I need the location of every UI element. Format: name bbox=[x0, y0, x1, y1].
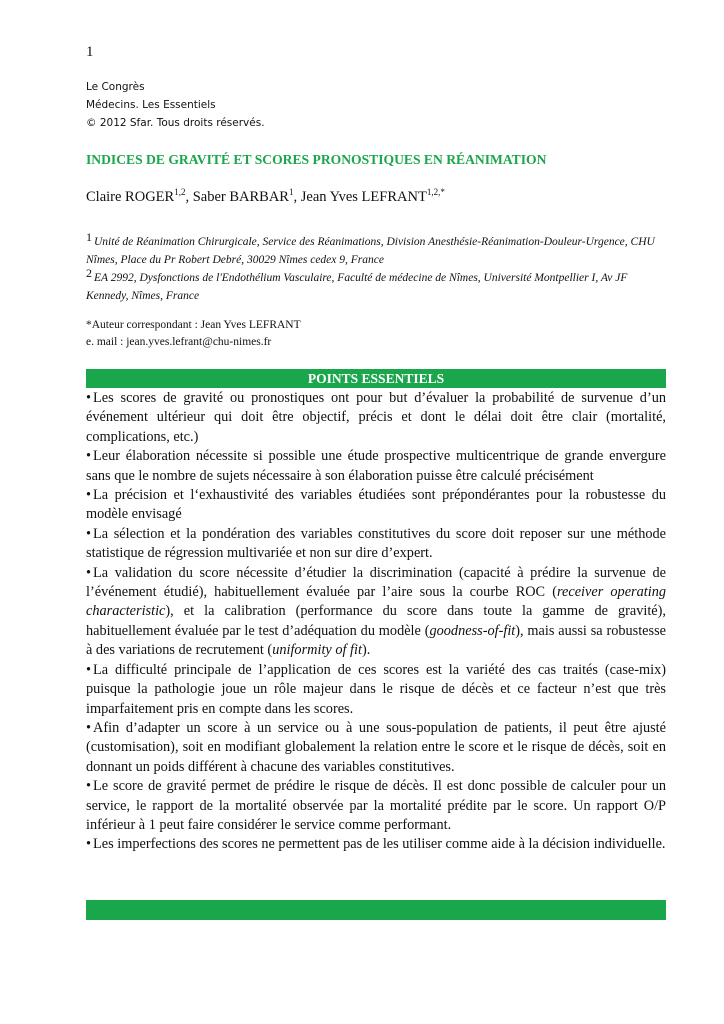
key-point bbox=[86, 525, 666, 564]
key-point bbox=[86, 777, 666, 835]
section-title-bar bbox=[86, 369, 666, 388]
section-title: POINTS ESSENTIELS bbox=[307, 371, 445, 386]
header-line-series: Médecins. Les Essentiels bbox=[86, 99, 216, 111]
correspondence-block bbox=[86, 317, 301, 351]
key-point bbox=[86, 661, 666, 719]
bullet-icon: • bbox=[86, 390, 92, 406]
key-point-text: La difficulté principale de l’application de ces scores est la variété des cas traités (case-mix) puisque la pathologie joue un rôle majeur dans le risque de décès et ce facteur n’est que très imparfaitement pris en compte dans les scores. bbox=[86, 661, 666, 717]
bullet-icon: • bbox=[86, 661, 92, 678]
key-point-text: Le score de gravité permet de prédire le risque de décès. Il est donc possible de calculer pour un service, le rapport de la mortalité observée par la mortalité prédite par le score. Un rapport O/P inférieur à 1 peut faire considérer le service comme performant. bbox=[86, 778, 666, 833]
key-point-text: Afin d’adapter un score à un service ou à une sous-population de patients, il peut être ajusté (customisation), soit en modifiant globalement la relation entre le score et le risque de décès, soit en donnant un poids différent à chacune des variables constitutives. bbox=[86, 719, 666, 775]
affiliation-2 bbox=[86, 264, 666, 305]
corresponding-email: e. mail : jean.yves.lefrant@chu-nimes.fr bbox=[86, 336, 272, 348]
page-number: 1 bbox=[86, 44, 94, 60]
affiliation-number: 2 bbox=[86, 266, 92, 280]
corresponding-author: *Auteur correspondant : Jean Yves LEFRANT bbox=[86, 319, 301, 331]
key-point-emphasis: goodness-of-fit bbox=[429, 622, 516, 639]
article-title: INDICES DE GRAVITÉ ET SCORES PRONOSTIQUES EN RÉANIMATION bbox=[86, 152, 547, 167]
author-separator: , bbox=[185, 189, 193, 205]
key-point-text: La sélection et la pondération des variables constitutives du score doit reposer sur une méthode statistique de régression multivariée et non sur dire d’expert. bbox=[86, 525, 666, 562]
bullet-icon: • bbox=[86, 836, 92, 853]
key-point-text: La précision et l‘exhaustivité des variables étudiées sont prépondérantes pour la robustesse du modèle envisagé bbox=[86, 487, 666, 523]
author-name: Saber BARBAR bbox=[192, 189, 289, 205]
affiliation-text: Unité de Réanimation Chirurgicale, Service des Réanimations, Division Anesthésie-Réanimation-Douleur-Urgence, CHU Nîmes, Place du Pr Robert Debré, 30029 Nîmes cedex 9, France bbox=[86, 236, 655, 266]
affiliation-1 bbox=[86, 228, 666, 269]
author-affiliation-marker: 1,2,* bbox=[426, 187, 445, 197]
key-point bbox=[86, 486, 666, 525]
bullet-icon: • bbox=[86, 778, 92, 795]
section-end-bar bbox=[86, 900, 666, 920]
affiliation-number: 1 bbox=[86, 230, 92, 244]
key-point-text: ), et la calibration (performance du score dans toute la gamme de gravité), habituellement évaluée par le test d’adéquation du modèle ( bbox=[86, 603, 666, 639]
bullet-icon: • bbox=[86, 487, 92, 504]
bullet-icon: • bbox=[86, 525, 92, 542]
header-line-copyright: © 2012 Sfar. Tous droits réservés. bbox=[86, 117, 265, 129]
key-point-emphasis: uniformity of fit bbox=[272, 642, 362, 659]
author-affiliation-marker: 1,2 bbox=[174, 187, 186, 197]
key-points-list bbox=[86, 389, 666, 855]
key-point-text: Leur élaboration nécessite si possible une étude prospective multicentrique de grande envergure sans que le nombre de sujets nécessaire à son élaboration puisse être calculé précisément bbox=[86, 448, 666, 484]
key-point bbox=[86, 719, 666, 777]
author-separator: , bbox=[293, 189, 301, 205]
key-point bbox=[86, 835, 666, 854]
bullet-icon: • bbox=[86, 564, 92, 581]
key-point bbox=[86, 564, 666, 661]
author-list bbox=[86, 189, 445, 206]
key-point bbox=[86, 389, 666, 447]
author-affiliation-marker: 1 bbox=[288, 187, 294, 197]
key-point bbox=[86, 447, 666, 486]
key-point-text: ), mais aussi sa robustesse à des variations de recrutement ( bbox=[86, 622, 667, 659]
author-name: Claire ROGER bbox=[86, 189, 175, 205]
key-point-text: ). bbox=[361, 642, 371, 659]
author-name: Jean Yves LEFRANT bbox=[300, 189, 427, 205]
key-point-text: Les scores de gravité ou pronostiques ont pour but d’évaluer la probabilité de survenue d’un événement ultérieur qui doit être objectif, précis et dont le délai doit être clair (mortalité, complications, etc.) bbox=[86, 390, 666, 445]
affiliation-text: EA 2992, Dysfonctions de l'Endothélium Vasculaire, Faculté de médecine de Nîmes, Université Montpellier I, Av JF Kennedy, Nîmes, France bbox=[86, 272, 628, 302]
key-point-text: La validation du score nécessite d’étudier la discrimination (capacité à prédire la survenue de l’événement étudié), habituellement évaluée par l’aire sous la courbe ROC ( bbox=[86, 564, 666, 601]
key-point-text: Les imperfections des scores ne permettent pas de les utiliser comme aide à la décision individuelle. bbox=[93, 836, 666, 853]
key-point-emphasis: receiver operating characteristic bbox=[86, 584, 667, 620]
publication-header bbox=[86, 78, 265, 132]
header-line-congress: Le Congrès bbox=[86, 81, 145, 93]
bullet-icon: • bbox=[86, 448, 92, 465]
bullet-icon: • bbox=[86, 719, 92, 736]
